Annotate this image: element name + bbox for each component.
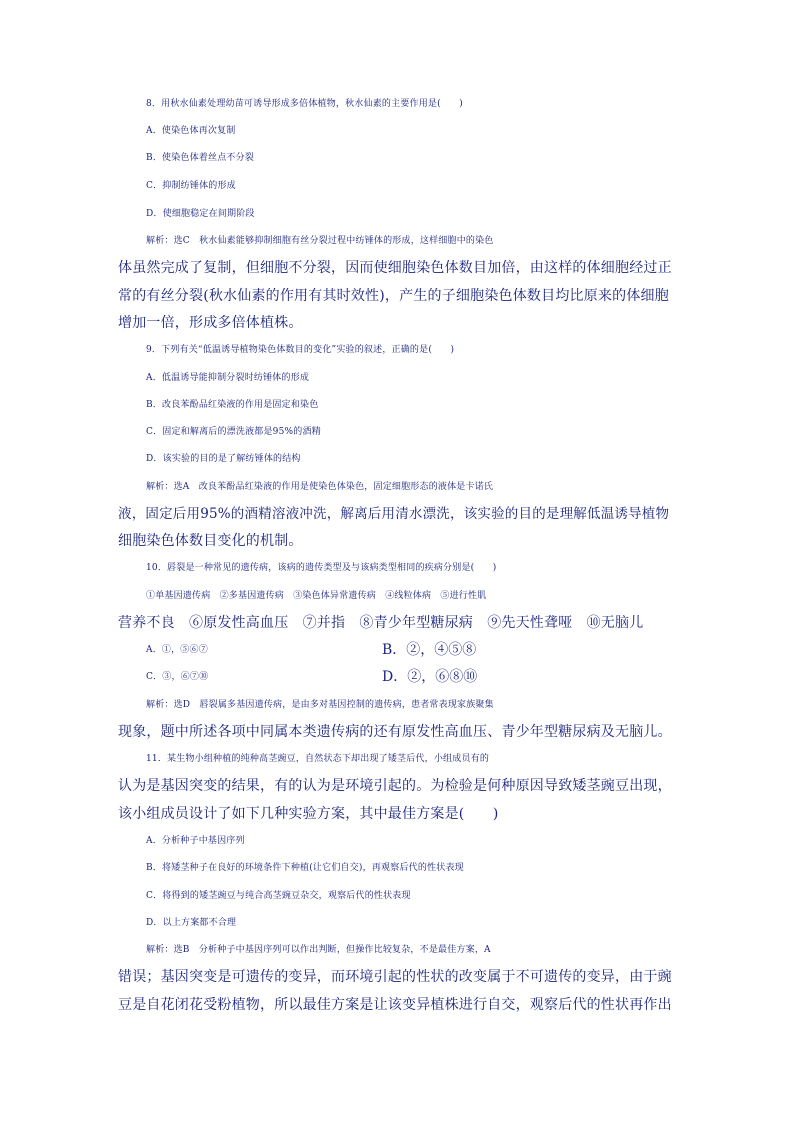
question-11-option-b: B．将矮茎种子在良好的环境条件下种植(让它们自交)，再观察后代的性状表现 [146, 863, 464, 873]
question-9-option-b: B．改良苯酚品红染液的作用是固定和染色 [146, 400, 319, 410]
question-8-option-d: D．使细胞稳定在间期阶段 [146, 209, 255, 219]
question-10-option-b: B．②，④⑤⑧ [382, 642, 477, 658]
question-10-analysis-line: 解析：选D 唇裂属多基因遗传病，是由多对基因控制的遗传病，患者常表现家族聚集 [146, 700, 494, 710]
question-8-analysis-line: 常的有丝分裂(秋水仙素的作用有其时效性)，产生的子细胞染色体数目均比原来的体细胞 [118, 288, 669, 304]
question-11-stem-line: 认为是基因突变的结果，有的认为是环境引起的。为检验是何种原因导致矮茎豌豆出现， [118, 778, 672, 794]
question-8-option-c: C．抑制纺锤体的形成 [146, 181, 236, 191]
question-11-stem-line: 该小组成员设计了如下几种实验方案，其中最佳方案是( ) [118, 806, 499, 822]
question-10-stem: 10．唇裂是一种常见的遗传病，该病的遗传类型及与该病类型相同的疾病分别是( ) [146, 563, 497, 573]
question-8-option-a: A．使染色体再次复制 [146, 126, 236, 136]
question-11-analysis-line: 解析：选B 分析种子中基因序列可以作出判断，但操作比较复杂，不是最佳方案，A [146, 945, 491, 955]
question-9-option-a: A．低温诱导能抑制分裂时纺锤体的形成 [146, 373, 310, 383]
question-8-analysis-line: 体虽然完成了复制，但细胞不分裂，因而使细胞染色体数目加倍，由这样的体细胞经过正 [118, 260, 672, 276]
question-11-analysis-line: 错误；基因突变是可遗传的变异，而环境引起的性状的改变属于不可遗传的变异，由于豌 [118, 969, 672, 985]
question-11-analysis-line: 豆是自花闭花受粉植物，所以最佳方案是让该变异植株进行自交，观察后代的性状再作出 [118, 997, 672, 1013]
question-8-option-b: B．使染色体着丝点不分裂 [146, 153, 255, 163]
question-9-option-d: D．该实验的目的是了解纺锤体的结构 [146, 454, 301, 464]
question-11-stem-line: 11．某生物小组种植的纯种高茎豌豆，自然状态下却出现了矮茎后代，小组成员有的 [146, 754, 490, 764]
question-9-stem: 9．下列有关“低温诱导植物染色体数目的变化”实验的叙述，正确的是( ) [146, 345, 455, 355]
question-9-analysis-line: 细胞染色体数目变化的机制。 [118, 533, 303, 549]
question-8-stem: 8．用秋水仙素处理幼苗可诱导形成多倍体植物，秋水仙素的主要作用是( ) [146, 99, 463, 109]
question-8-analysis-line: 解析：选C 秋水仙素能够抑制细胞有丝分裂过程中纺锤体的形成，这样细胞中的染色 [146, 236, 494, 246]
question-9-option-c: C．固定和解离后的漂洗液都是95%的酒精 [146, 427, 321, 437]
question-9-analysis-line: 液，固定后用95%的酒精溶液冲洗，解离后用清水漂洗，该实验的目的是理解低温诱导植物 [118, 506, 670, 522]
question-11-option-c: C．将得到的矮茎豌豆与纯合高茎豌豆杂交，观察后代的性状表现 [146, 891, 411, 901]
question-8-analysis-line: 增加一倍，形成多倍体植株。 [118, 315, 303, 331]
question-10-option-a: A．①，⑤⑥⑦ [146, 645, 208, 655]
question-10-option-d: D．②，⑥⑧⑩ [382, 669, 478, 685]
question-10-analysis-line: 现象，题中所述各项中同属本类遗传病的还有原发性高血压、青少年型糖尿病及无脑儿。 [118, 724, 672, 740]
question-11-option-a: A．分析种子中基因序列 [146, 836, 245, 846]
question-10-option-c: C．③，⑥⑦⑩ [146, 672, 209, 682]
question-11-option-d: D．以上方案都不合理 [146, 918, 237, 928]
question-9-analysis-line: 解析：选A 改良苯酚品红染液的作用是使染色体染色，固定细胞形态的液体是卡诺氏 [146, 482, 494, 492]
question-10-items-line: ①单基因遗传病 ②多基因遗传病 ③染色体异常遗传病 ④线粒体病 ⑤进行性肌 [146, 591, 487, 601]
question-10-items-line: 营养不良 ⑥原发性高血压 ⑦并指 ⑧青少年型糖尿病 ⑨先天性聋哑 ⑩无脑儿 [118, 615, 644, 631]
